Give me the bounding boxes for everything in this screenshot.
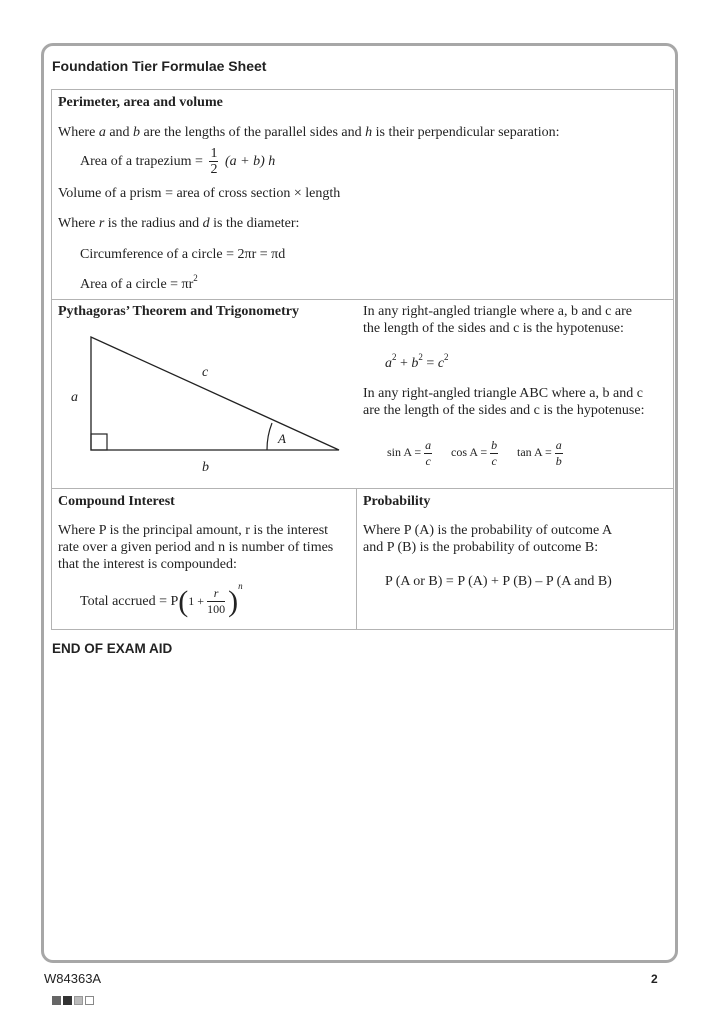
pythagoras-text-1b: the length of the sides and c is the hypotenuse:: [363, 321, 624, 336]
pythagoras-heading: Pythagoras’ Theorem and Trigonometry: [58, 304, 299, 319]
footer-square-3: [74, 996, 83, 1005]
compound-heading: Compound Interest: [58, 494, 175, 509]
probability-text-1: Where P (A) is the probability of outcome A: [363, 523, 613, 538]
compound-text-3: that the interest is compounded:: [58, 557, 237, 572]
compound-text-2: rate over a given period and n is number of times: [58, 540, 334, 555]
compound-text-1: Where P is the principal amount, r is the interest: [58, 523, 329, 538]
footer-square-2: [63, 996, 72, 1005]
compound-formula: Total accrued = P(1 + $\frac{r}{100}$ )$^n$: [80, 581, 243, 618]
pythagoras-text-2a: In any right-angled triangle ABC where a, b and c: [363, 386, 643, 401]
probability-heading: Probability: [363, 494, 431, 509]
sheet-title: Foundation Tier Formulae Sheet: [52, 58, 267, 74]
probability-formula: P (A or B) = P (A) + P (B) – P (A and B): [385, 574, 612, 589]
footer-square-1: [52, 996, 61, 1005]
triangle-label-A: A: [278, 431, 286, 446]
pythagoras-equation: $a^2 + b^2 = c^2$: [385, 352, 449, 371]
page-number: 2: [651, 972, 658, 986]
perimeter-heading: Perimeter, area and volume: [58, 95, 223, 110]
circumference-formula: Circumference of a circle = 2πr = πd: [80, 247, 286, 262]
radius-intro: Where r is the radius and d is the diameter:: [58, 216, 300, 231]
pythagoras-text-1a: In any right-angled triangle where a, b and c are: [363, 304, 632, 319]
footer-square-4: [85, 996, 94, 1005]
triangle-label-c: c: [202, 365, 209, 380]
pythagoras-text-2b: are the length of the sides and c is the hypotenuse:: [363, 403, 645, 418]
circle-area-formula: Area of a circle = $\pi r^2$: [80, 273, 198, 292]
probability-text-2: and P (B) is the probability of outcome B:: [363, 540, 599, 555]
triangle-label-b: b: [202, 460, 209, 475]
document-code: W84363A: [44, 971, 102, 986]
trapezium-intro: Where a and b are the lengths of the parallel sides and h is their perpendicular separation:: [58, 125, 560, 140]
sin-formula: sin A = $\frac{a}{c}$: [387, 437, 432, 468]
triangle-label-a: a: [71, 390, 78, 405]
trapezium-formula: Area of a trapezium = $\frac{1}{2}$ (a + b) h: [80, 146, 276, 178]
tan-formula: tan A = $\frac{a}{b}$: [517, 437, 562, 468]
trapezium-formula-rest: (a + b) h: [224, 154, 276, 169]
prism-formula: Volume of a prism = area of cross section × length: [58, 186, 341, 201]
right-triangle-diagram: [60, 330, 350, 480]
end-of-exam-aid: END OF EXAM AID: [52, 641, 173, 656]
cos-formula: cos A = $\frac{b}{c}$: [451, 437, 498, 468]
